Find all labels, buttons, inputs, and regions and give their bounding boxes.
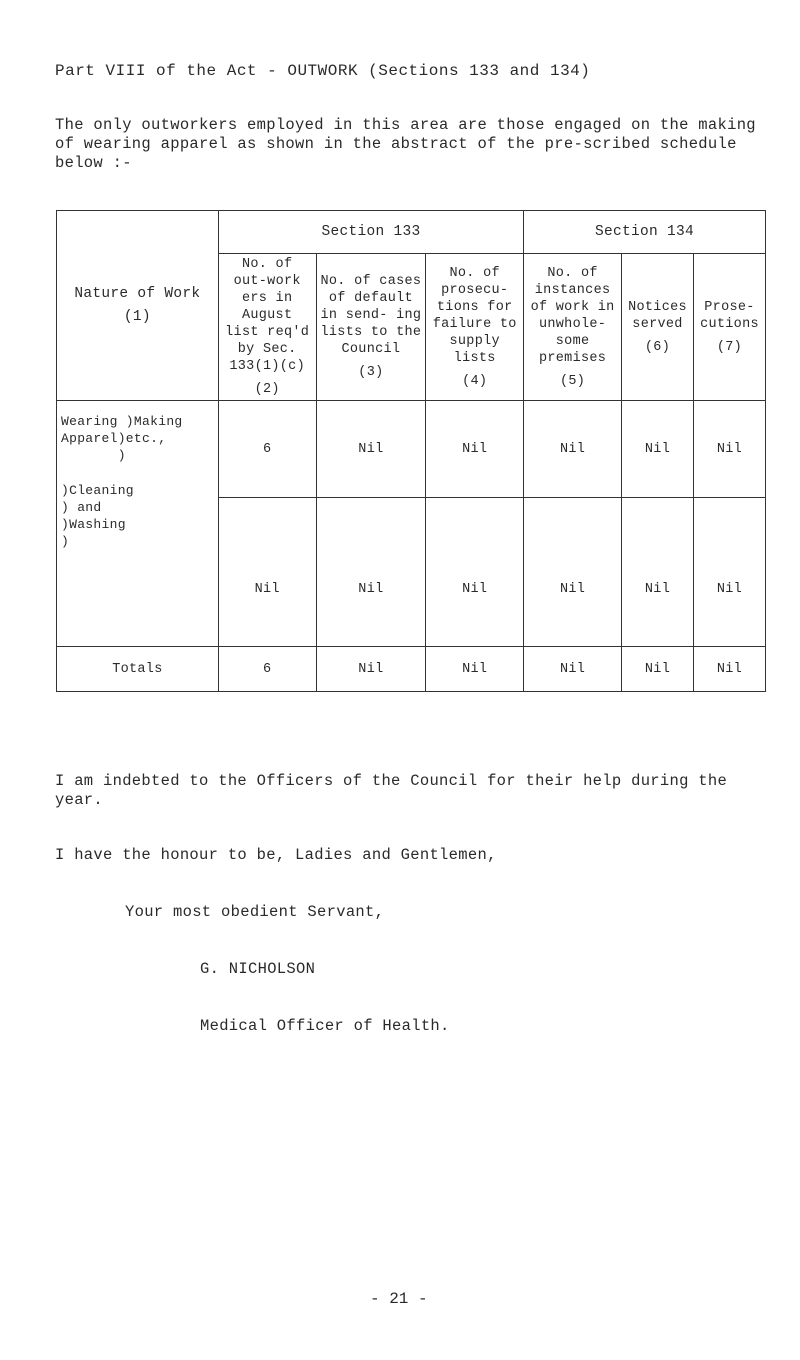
section-heading: Part VIII of the Act - OUTWORK (Sections 133 and 134) [55,62,591,80]
table-cell: 6 [218,401,316,498]
col-header-label: Notices served [628,299,687,332]
signatory-title: Medical Officer of Health. [200,1017,450,1035]
table-row [57,401,766,498]
table-cell: Nil [426,498,524,647]
table-cell: Nil [693,498,765,647]
col-number: (3) [358,365,384,380]
nature-header [57,211,219,401]
table-cell: Nil [316,647,426,692]
outwork-table [56,210,766,692]
table-cell: 6 [218,647,316,692]
table-cell: Nil [622,401,694,498]
table-cell: Nil [524,401,622,498]
page-number: - 21 - [370,1290,428,1308]
section-133-header: Section 133 [218,211,523,254]
table-cell: Nil [316,498,426,647]
nature-of-work-cell [57,401,219,647]
col-header-label: No. of prosecu- tions for failure to supply lists [432,265,517,366]
col-header-label: No. of instances of work in unwhole- some premises [530,265,615,366]
col-header-5 [524,254,622,401]
section-header-row [57,211,766,254]
table-cell: Nil [524,498,622,647]
col-header-label: No. of cases of default in send- ing lists to the Council [320,274,422,357]
col-number-1: (1) [123,308,151,325]
table-cell: Nil [693,401,765,498]
nature-cleaning: )Cleaning ) and )Washing ) [61,483,134,549]
table-cell: Nil [693,647,765,692]
table-cell: Nil [426,401,524,498]
table-cell: Nil [316,401,426,498]
nature-header-label: Nature of Work [74,285,201,302]
col-header-6 [622,254,694,401]
table-cell: Nil [622,498,694,647]
totals-row [57,647,766,692]
totals-label: Totals [57,647,219,692]
col-number: (5) [559,373,586,389]
col-number: (6) [644,339,671,355]
intro-paragraph: The only outworkers employed in this area are those engaged on the making of wearing apparel as shown in the abstract of the pre-scribed schedule below :- [55,116,756,172]
section-134-header: Section 134 [524,211,766,254]
closing-line: Your most obedient Servant, [125,903,385,921]
col-number: (7) [716,339,743,355]
col-header-4 [426,254,524,401]
nature-making: Wearing )Making Apparel)etc., ) [61,414,183,463]
acknowledgement-paragraph: I am indebted to the Officers of the Council for their help during the year. [55,772,728,809]
table-cell: Nil [218,498,316,647]
col-number: (2) [254,382,280,397]
signatory-name: G. NICHOLSON [200,960,316,978]
col-header-label: No. of out-work ers in August list req'd by Sec. 133(1)(c) [225,257,310,374]
col-header-7 [693,254,765,401]
table-cell: Nil [426,647,524,692]
table-cell: Nil [622,647,694,692]
salutation-line: I have the honour to be, Ladies and Gentlemen, [55,846,497,864]
col-header-label: Prose- cutions [700,299,759,332]
table-cell: Nil [524,647,622,692]
col-header-2 [218,254,316,401]
col-number: (4) [462,373,488,389]
col-header-3 [316,254,426,401]
